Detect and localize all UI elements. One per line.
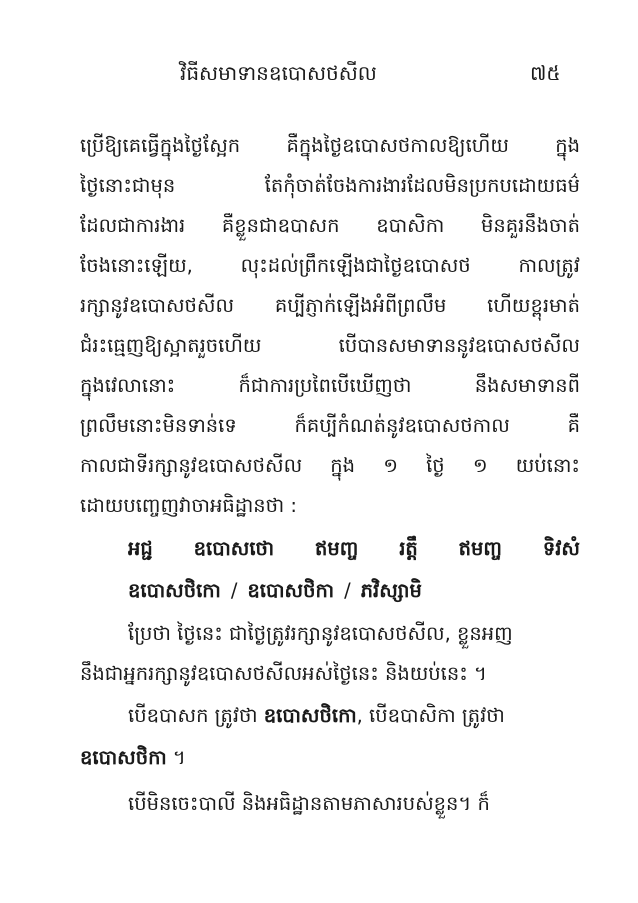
word: ចែងនោះឡើយ, <box>80 254 193 277</box>
page-number: ៧៥ <box>530 61 561 85</box>
word: រក្សានូវឧបោសថសីល <box>80 294 235 317</box>
slash-separator: / <box>344 579 351 602</box>
translation-line-1: ប្រែថា ថ្ងៃនេះ ជាថ្ងៃត្រូវរក្សានូវឧបោសថសីល, ខ្លួនអញ <box>128 622 513 645</box>
word: យប់នោះ <box>515 454 580 477</box>
pali-word: ឧបោសថិកោ <box>128 579 221 602</box>
word: ក៏គប្បីកំណត់នូវឧបោសថកាល <box>294 414 510 437</box>
paragraph-line-8 <box>80 410 580 442</box>
paragraph-line-7 <box>80 370 580 402</box>
pali-term-female: ឧបោសថិកា <box>80 746 167 769</box>
word: ប្រើឱ្យគេធ្វើក្នុងថ្ងៃស្អែក <box>80 134 241 157</box>
instruction-text: បើឧបាសក ត្រូវថា <box>128 704 264 727</box>
word: ដោយបញ្ចេញវាចាអធិដ្ឋានថា : <box>80 494 298 517</box>
paragraph-last-line: បើមិនចេះបាលី និងអធិដ្ឋានតាមភាសារបស់ខ្លួន។ ក៏ <box>128 792 490 815</box>
word: កាលជាទីរក្សានូវឧបោសថសីល <box>80 454 303 477</box>
word: គឺខ្លួនជាឧបាសក <box>221 214 340 237</box>
pali-word: រត្តឹ <box>399 537 418 560</box>
word: ហើយខ្ពុរមាត់ <box>487 294 580 317</box>
paragraph-line-1 <box>80 130 580 162</box>
translation-line-2: នឹងជាអ្នករក្សានូវឧបោសថសីលអស់ថ្ងៃនេះ និងយប់នេះ ។ <box>80 662 487 685</box>
paragraph-line-3 <box>80 210 580 242</box>
word: បើបានសមាទាននូវឧបោសថសីល <box>338 334 580 357</box>
paragraph-line-10 <box>80 490 580 522</box>
word: នឹងសមាទានពី <box>474 374 580 397</box>
pali-word: ឥមញ្ច <box>458 537 502 560</box>
word: ជំរះធ្មេញឱ្យស្អាតរួចហើយ <box>80 334 262 357</box>
word: គប្បីភ្ញាក់ឡើងអំពីព្រលឹម <box>274 294 447 317</box>
word: ព្រលឹមនោះមិនទាន់ទេ <box>80 414 237 437</box>
paragraph-line-6 <box>80 330 580 362</box>
word: កាលត្រូវ <box>518 254 580 277</box>
paragraph-line-4 <box>80 250 580 282</box>
slash-separator: / <box>230 579 238 602</box>
word: តែកុំចាត់ចែងការងារដែលមិនប្រកបដោយធម៌ <box>264 174 580 197</box>
word: គឺក្នុងថ្ងៃឧបោសថកាលឱ្យហើយ <box>286 134 509 157</box>
word: ក្នុង <box>555 134 580 157</box>
pali-word: ឧបោសថិកា <box>247 579 335 602</box>
word: លុះដល់ព្រឹកឡើងជាថ្ងៃឧបោសថ <box>240 254 471 277</box>
pali-formula-line-1 <box>128 533 580 565</box>
instruction-text: , បើឧបាសិកា ត្រូវថា <box>356 704 505 727</box>
word: ក្នុង <box>330 454 356 477</box>
paragraph-line-9 <box>80 450 580 482</box>
word: ឧបាសិកា <box>376 214 445 237</box>
pali-formula-line-2 <box>128 575 580 607</box>
pali-word: ទិវសំ <box>542 537 580 560</box>
pali-word: ឥមញ្ច <box>314 537 359 560</box>
word: ថ្ងៃ <box>426 454 445 477</box>
word: ដែលជាការងារ <box>80 214 186 237</box>
pali-word: ឧបោសថោ <box>193 537 275 560</box>
pali-word: អជ្ជ <box>128 537 153 560</box>
female-instruction-line <box>80 742 580 774</box>
instruction-text: ។ <box>166 746 186 769</box>
word: មិនគួរនឹងចាត់ <box>480 214 580 237</box>
word: ក្នុងវេលានោះ <box>80 374 176 397</box>
word: ១ <box>383 454 398 477</box>
word: ១ <box>472 454 488 477</box>
word: ក៏ជាការប្រពៃបើឃើញថា <box>238 374 412 397</box>
pali-word: ភវិស្សាមិ <box>360 579 422 602</box>
running-header-title: វិធីសមាទានឧបោសថសីល <box>180 61 377 85</box>
pali-term-male: ឧបោសថិកោ <box>263 704 357 727</box>
word: ថ្ងៃនោះជាមុន <box>80 174 176 197</box>
paragraph-line-5 <box>80 290 580 322</box>
paragraph-line-2 <box>80 170 580 202</box>
word: គឺ <box>567 414 580 437</box>
male-instruction-line <box>128 700 580 732</box>
